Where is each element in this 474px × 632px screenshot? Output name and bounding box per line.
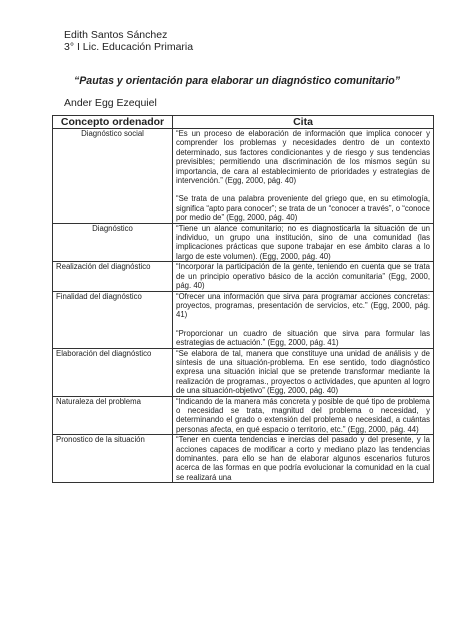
table-row — [53, 262, 434, 291]
table-row — [53, 291, 434, 348]
cita-paragraph: “Se elabora de tal, manera que constituye una unidad de análisis y de síntesis de una situación-problema. En ese sentido, todo diagnóstico expresa una situación inicial que se pretende transformar mediante la realización de programas., proyectos o actividades, que apunten al logro de una situación-objetivo” (Egg, 2000, pág. 40) — [176, 348, 430, 396]
cita-paragraph: “Ofrecer una información que sirva para programar acciones concretas: proyectos, programas, presentación de servicios, etc.” (Egg, 2000, pág. 41) — [176, 291, 430, 320]
table-row — [53, 396, 434, 435]
concept-cell: Realización del diagnóstico — [53, 262, 173, 291]
cita-cell — [173, 435, 434, 483]
cita-paragraph: “Proporcionar un cuadro de situación que sirva para formular las estrategias de actuación.” (Egg, 2000, pág. 41) — [176, 328, 430, 348]
concept-table — [52, 115, 434, 483]
document-subtitle: Ander Egg Ezequiel — [64, 97, 157, 109]
cita-cell — [173, 129, 434, 224]
concept-cell: Elaboración del diagnóstico — [53, 348, 173, 396]
concept-cell: Diagnóstico — [53, 223, 173, 262]
header-cita: Cita — [173, 116, 434, 129]
table-row — [53, 223, 434, 262]
course-info: 3° I Lic. Educación Primaria — [64, 41, 194, 53]
table-body — [53, 129, 434, 483]
concept-cell: Finalidad del diagnóstico — [53, 291, 173, 348]
cita-cell — [173, 396, 434, 435]
table-row — [53, 129, 434, 224]
cita-paragraph: “Tiene un alance comunitario; no es diagnosticarla la situación de un individuo, un grupo una institución, sino de una comunidad (las implicaciones prácticas que supone trabajar en ese ámbito claras a lo largo de este volumen). (Egg, 2000, pág. 40) — [176, 223, 430, 261]
table-row — [53, 435, 434, 483]
cita-cell — [173, 223, 434, 262]
cita-cell — [173, 291, 434, 348]
cita-paragraph: “Incorporar la participación de la gente, teniendo en cuenta que se trata de un principio operativo básico de la acción comunitaria” (Egg, 2000, pág. 40) — [176, 262, 430, 291]
concept-cell: Naturaleza del problema — [53, 396, 173, 435]
cita-cell — [173, 348, 434, 396]
author-name: Edith Santos Sánchez — [64, 29, 168, 41]
header-concept: Concepto ordenador — [53, 116, 173, 129]
table-row — [53, 348, 434, 396]
document-title: “Pautas y orientación para elaborar un diagnóstico comunitario” — [73, 75, 401, 87]
cita-paragraph: “Indicando de la manera más concreta y posible de qué tipo de problema o necesidad se trata, magnitud del problema o necesidad, y determinando el grado o extensión del problema o necesidad, a cuántas personas afecta, en qué espacio o territorio, etc.” (Egg, 2000, pág. 44) — [176, 396, 430, 434]
cita-paragraph: “Se trata de una palabra proveniente del griego que, en su etimología, significa “apto para conocer”; se trata de un “conocer a través”, o “conoce por medio de” (Egg, 2000, pág. 40) — [176, 194, 430, 223]
cita-cell — [173, 262, 434, 291]
cita-paragraph: “Es un proceso de elaboración de información que implica conocer y comprender los problemas y necesidades dentro de un contexto determinado, sus factores condicionantes y de riesgo y sus tendencias previsibles; permitiendo una discriminación de los mismos según su importancia, de cara al establecimiento de prioridades y estrategias de intervención.” (Egg, 2000, pág. 40) — [176, 129, 430, 186]
cita-paragraph: “Tener en cuenta tendencias e inercias del pasado y del presente, y la acciones capaces de modificar a corto y mediano plazo las tendencias dominantes. para ello se han de elaborar algunos escenarios futuros acerca de las formas en que podría evolucionar la comunidad en la cual se realizará una — [176, 435, 430, 482]
table-header-row — [53, 116, 434, 129]
concept-cell: Pronostico de la situación — [53, 435, 173, 483]
concept-cell: Diagnóstico social — [53, 129, 173, 224]
